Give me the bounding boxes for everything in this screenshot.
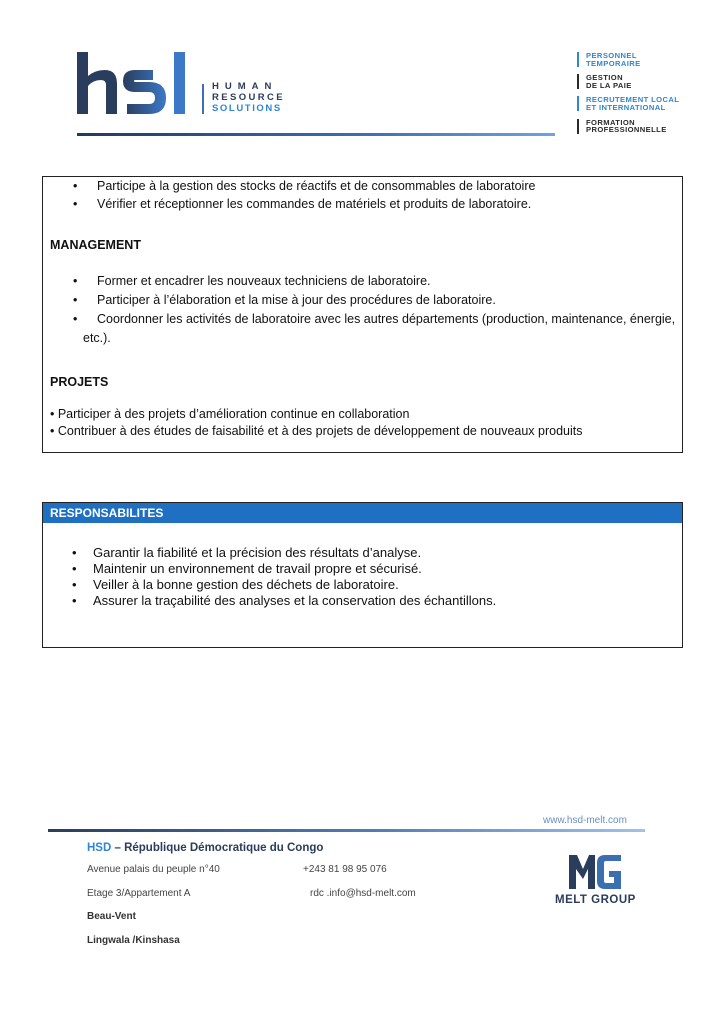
responsibilities-header: RESPONSABILITES [43,503,682,523]
list-item: • Contribuer à des études de faisabilité et à des projets de développement de nouveaux produits [50,424,583,438]
service-line: FORMATION [586,117,636,127]
list-item: • Participe à la gestion des stocks de réactifs et de consommables de laboratoire [73,179,536,193]
service-line: RECRUTEMENT LOCAL [586,95,680,105]
website-link[interactable]: www.hsd-melt.com [543,815,627,826]
logo-line-human: HUMAN [212,81,278,92]
logo-divider [202,84,204,114]
service-line: PROFESSIONNELLE [586,125,667,135]
service-line: ET INTERNATIONAL [586,102,666,112]
service-item-recruitment [577,96,707,111]
melt-group-logo [565,851,625,891]
list-item: • Garantir la fiabilité et la précision des résultats d’analyse. [72,545,422,560]
footer-divider [48,829,645,832]
service-item-payroll [577,74,707,89]
section-title-management: MANAGEMENT [50,238,141,252]
list-item: • Coordonner les activités de laboratoire avec les autres départements (production, maintenance, énergie, [73,312,676,326]
service-line: PERSONNEL [586,51,637,60]
service-line: TEMPORAIRE [586,58,641,68]
company-country: – République Démocratique du Congo [111,842,324,854]
company-name: HSD [87,842,112,854]
service-item-temporary [577,52,707,67]
list-item: • Veiller à la bonne gestion des déchets de laboratoire. [72,577,399,592]
list-item: • Participer à des projets d’amélioration continue en collaboration [50,407,410,421]
list-item: • Former et encadrer les nouveaux techniciens de laboratoire. [73,274,431,288]
list-item: • Maintenir un environnement de travail propre et sécurisé. [72,561,422,576]
email-address[interactable]: rdc .info@hsd-melt.com [310,888,416,899]
service-line: GESTION [586,73,623,83]
phone-number: +243 81 98 95 076 [303,864,387,875]
footer-company-heading [87,842,323,854]
list-item: • Assurer la traçabilité des analyses et la conservation des échantillons. [72,593,497,608]
address-line: Beau-Vent [87,911,136,922]
logo-line-solutions: SOLUTIONS [212,103,282,114]
list-item: • Vérifier et réceptionner les commandes de matériels et produits de laboratoire. [73,197,532,211]
section-title-projets: PROJETS [50,375,109,389]
header-divider [77,133,555,136]
service-line: DE LA PAIE [586,80,632,90]
list-item-continuation: etc.). [83,331,111,345]
logo-line-resource: RESOURCE [212,92,286,103]
service-item-training [577,119,707,134]
services-list [577,52,707,141]
list-item: • Participer à l’élaboration et la mise à jour des procédures de laboratoire. [73,293,496,307]
address-line: Etage 3/Appartement A [87,888,191,899]
melt-group-label: MELT GROUP [555,894,636,906]
address-line: Lingwala /Kinshasa [87,935,180,946]
responsibilities-box [42,502,683,648]
hsd-logo [77,52,185,116]
tasks-box [42,176,683,453]
address-line: Avenue palais du peuple n°40 [87,864,220,875]
